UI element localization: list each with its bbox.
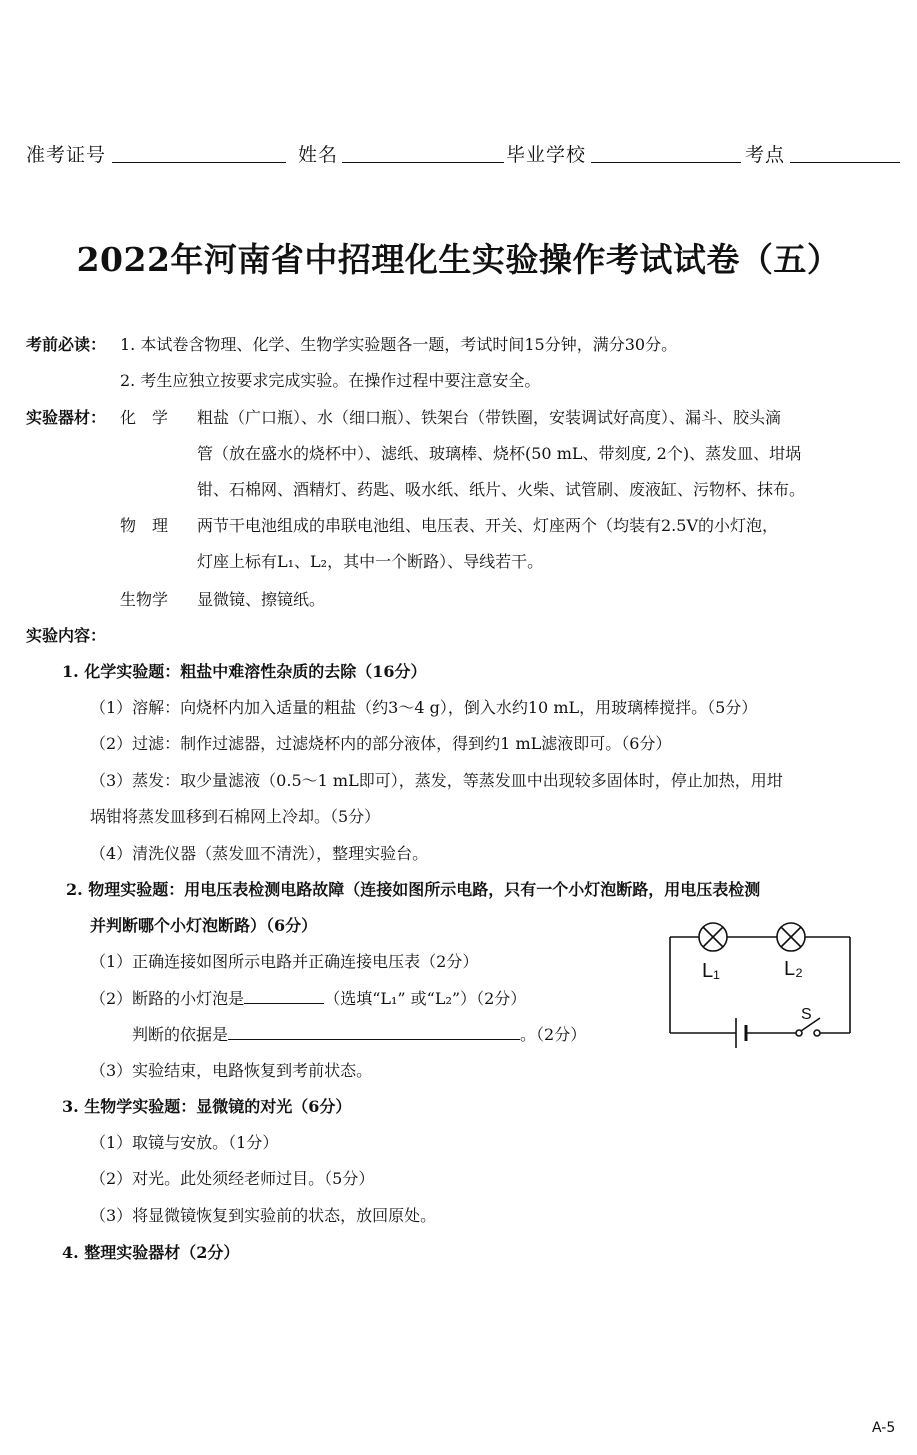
q3-step: （1）取镜与安放。（1分）: [90, 1133, 279, 1152]
q2-title-cont: 并判断哪个小灯泡断路）（6分）: [90, 916, 318, 935]
lamp-l2-icon: [777, 923, 805, 951]
biology-label: 生物学: [120, 590, 169, 609]
q2-step2b-prefix: 判断的依据是: [132, 1025, 229, 1044]
chemistry-materials: 管（放在盛水的烧杯中）、滤纸、玻璃棒、烧杯(50 mL、带刻度, 2个)、蒸发皿、坩埚: [197, 444, 802, 463]
materials-label: 实验器材：: [26, 408, 107, 427]
chemistry-label: 化 学: [120, 408, 169, 427]
q1-step: （3）蒸发：取少量滤液（0.5～1 mL即可），蒸发，等蒸发皿中出现较多固体时，停止加热，用坩: [90, 771, 783, 790]
exam-number-field[interactable]: [112, 162, 286, 163]
notice-item: 1. 本试卷含物理、化学、生物学实验题各一题，考试时间15分钟，满分30分。: [120, 335, 678, 354]
q1-step: （2）过滤：制作过滤器，过滤烧杯内的部分液体，得到约1 mL滤液即可。（6分）: [90, 734, 672, 753]
content-label: 实验内容：: [26, 626, 107, 645]
chemistry-materials: 粗盐（广口瓶）、水（细口瓶）、铁架台（带铁圈，安装调试好高度）、漏斗、胶头滴: [197, 408, 782, 427]
q3-step: （2）对光。此处须经老师过目。（5分）: [90, 1169, 375, 1188]
lamp-l1-icon: [699, 923, 727, 951]
name-label: 姓名: [298, 144, 339, 166]
q3-title: 3. 生物学实验题：显微镜的对光（6分）: [62, 1097, 352, 1116]
physics-label: 物 理: [120, 516, 169, 535]
lamp-l1-label: L₁: [702, 960, 720, 982]
lamp-l2-label: L₂: [784, 958, 803, 980]
circuit-diagram: [660, 912, 860, 1052]
physics-materials: 灯座上标有L₁、L₂，其中一个断路）、导线若干。: [197, 552, 544, 571]
q2-step: [90, 986, 526, 1009]
q2-step2-suffix: （选填“L₁” 或“L₂”）（2分）: [324, 989, 527, 1008]
q3-step: （3）将显微镜恢复到实验前的状态，放回原处。: [90, 1206, 437, 1225]
q1-step: （1）溶解：向烧杯内加入适量的粗盐（约3～4 g），倒入水约10 mL，用玻璃棒搅拌。（5分）: [90, 698, 758, 717]
battery-icon: [736, 1018, 746, 1048]
exam-number-label: 准考证号: [26, 144, 107, 166]
q2-title: 2. 物理实验题：用电压表检测电路故障（连接如图所示电路，只有一个小灯泡断路，用电压表检测: [66, 880, 761, 899]
school-label: 毕业学校: [506, 144, 587, 166]
switch-label: S: [801, 1006, 812, 1023]
school-field[interactable]: [591, 162, 741, 163]
q2-step: （1）正确连接如图所示电路并正确连接电压表（2分）: [90, 952, 479, 971]
broken-lamp-answer-blank[interactable]: [244, 989, 324, 1004]
q4-title: 4. 整理实验器材（2分）: [62, 1243, 240, 1262]
reason-answer-blank[interactable]: [228, 1025, 520, 1040]
notice-label: 考前必读：: [26, 335, 107, 354]
q1-step: 埚钳将蒸发皿移到石棉网上冷却。（5分）: [90, 807, 381, 826]
q2-step: [132, 1022, 586, 1045]
exam-site-field[interactable]: [790, 162, 900, 163]
q1-title: 1. 化学实验题：粗盐中难溶性杂质的去除（16分）: [62, 662, 427, 681]
q2-step2-prefix: （2）断路的小灯泡是: [90, 989, 245, 1008]
page-title: 2022年河南省中招理化生实验操作考试试卷（五）: [76, 240, 841, 279]
q1-step: （4）清洗仪器（蒸发皿不清洗），整理实验台。: [90, 844, 429, 863]
exam-site-label: 考点: [745, 144, 786, 166]
chemistry-materials: 钳、石棉网、酒精灯、药匙、吸水纸、纸片、火柴、试管刷、废液缸、污物杯、抹布。: [197, 480, 806, 499]
physics-materials: 两节干电池组成的串联电池组、电压表、开关、灯座两个（均装有2.5V的小灯泡，: [197, 516, 779, 535]
biology-materials: 显微镜、擦镜纸。: [197, 590, 326, 609]
notice-item: 2. 考生应独立按要求完成实验。在操作过程中要注意安全。: [120, 371, 541, 390]
name-field[interactable]: [342, 162, 504, 163]
q2-step: （3）实验结束，电路恢复到考前状态。: [90, 1061, 373, 1080]
page-number: A-5: [872, 1420, 896, 1436]
q2-step2b-suffix: 。（2分）: [520, 1025, 587, 1044]
